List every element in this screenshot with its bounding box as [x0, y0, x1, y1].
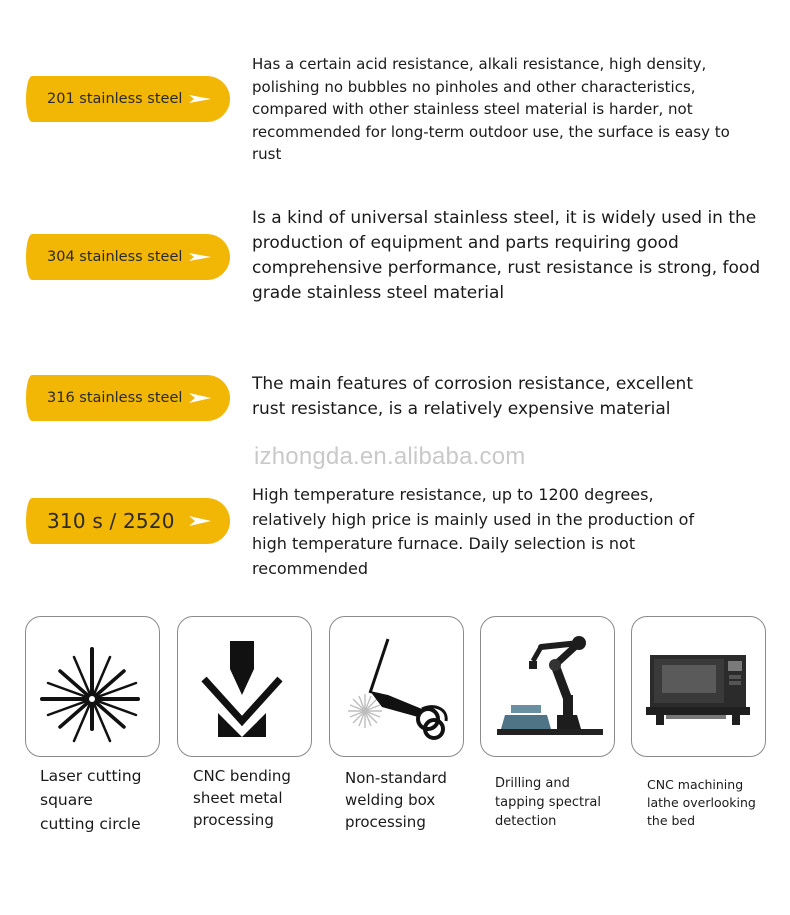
- robot-arm-icon: [481, 617, 613, 755]
- caption-line: cutting circle: [40, 815, 141, 833]
- watermark-text: izhongda.en.alibaba.com: [254, 443, 526, 470]
- caption-line: Drilling and: [495, 776, 570, 791]
- material-description: High temperature resistance, up to 1200 degrees, relatively high price is mainly used in the production of high temperature furnace. Daily selection is not recommended: [252, 485, 695, 578]
- material-tag-label: 310 s / 2520: [47, 509, 175, 533]
- caption-line: welding box: [345, 791, 436, 809]
- caption-line: lathe overlooking: [647, 795, 756, 810]
- material-tag-201: [32, 76, 230, 122]
- material-description: Is a kind of universal stainless steel, it is widely used in the production of equipment and parts requiring good comprehensive performance, rust resistance is strong, food grade stainless steel material: [252, 208, 761, 303]
- caption-line: CNC machining: [647, 777, 744, 792]
- caption-line: Non-standard: [345, 769, 447, 787]
- arrow-right-icon: [188, 92, 212, 106]
- process-card-bending: [177, 616, 312, 757]
- caption-line: square: [40, 791, 93, 809]
- process-caption-cnc: [647, 776, 756, 830]
- material-tag-label: 201 stainless steel: [47, 91, 183, 107]
- caption-line: detection: [495, 814, 557, 829]
- arrow-right-icon: [188, 250, 212, 264]
- material-tag-label: 316 stainless steel: [47, 390, 183, 406]
- process-card-welding: [329, 616, 464, 757]
- caption-line: processing: [193, 811, 274, 829]
- process-card-drilling: [480, 616, 615, 757]
- caption-line: the bed: [647, 813, 696, 828]
- press-brake-icon: [178, 617, 310, 755]
- material-tag-310s: [32, 498, 230, 544]
- cnc-machine-icon: [632, 617, 764, 755]
- process-caption-laser: [40, 764, 142, 836]
- arrow-right-icon: [188, 514, 212, 528]
- process-card-laser: [25, 616, 160, 757]
- material-description: Has a certain acid resistance, alkali resistance, high density, polishing no bubbles no pinholes and other characteristics, compared with other stainless steel material is harder, not recommended for long-term outdoor use, the surface is easy to rust: [252, 55, 730, 164]
- arrow-right-icon: [188, 391, 212, 405]
- caption-line: Laser cutting: [40, 767, 142, 785]
- material-tag-label: 304 stainless steel: [47, 249, 183, 265]
- process-card-cnc: [631, 616, 766, 757]
- welding-torch-icon: [330, 617, 462, 755]
- material-tag-304: [32, 234, 230, 280]
- caption-line: tapping spectral: [495, 795, 601, 810]
- process-caption-bending: [193, 765, 291, 831]
- caption-line: processing: [345, 813, 426, 831]
- material-tag-316: [32, 375, 230, 421]
- caption-line: CNC bending: [193, 767, 291, 785]
- process-caption-welding: [345, 767, 447, 833]
- material-description: The main features of corrosion resistance, excellent rust resistance, is a relatively expensive material: [252, 374, 693, 419]
- caption-line: sheet metal: [193, 789, 283, 807]
- process-caption-drilling: [495, 774, 601, 831]
- laser-burst-icon: [26, 617, 158, 755]
